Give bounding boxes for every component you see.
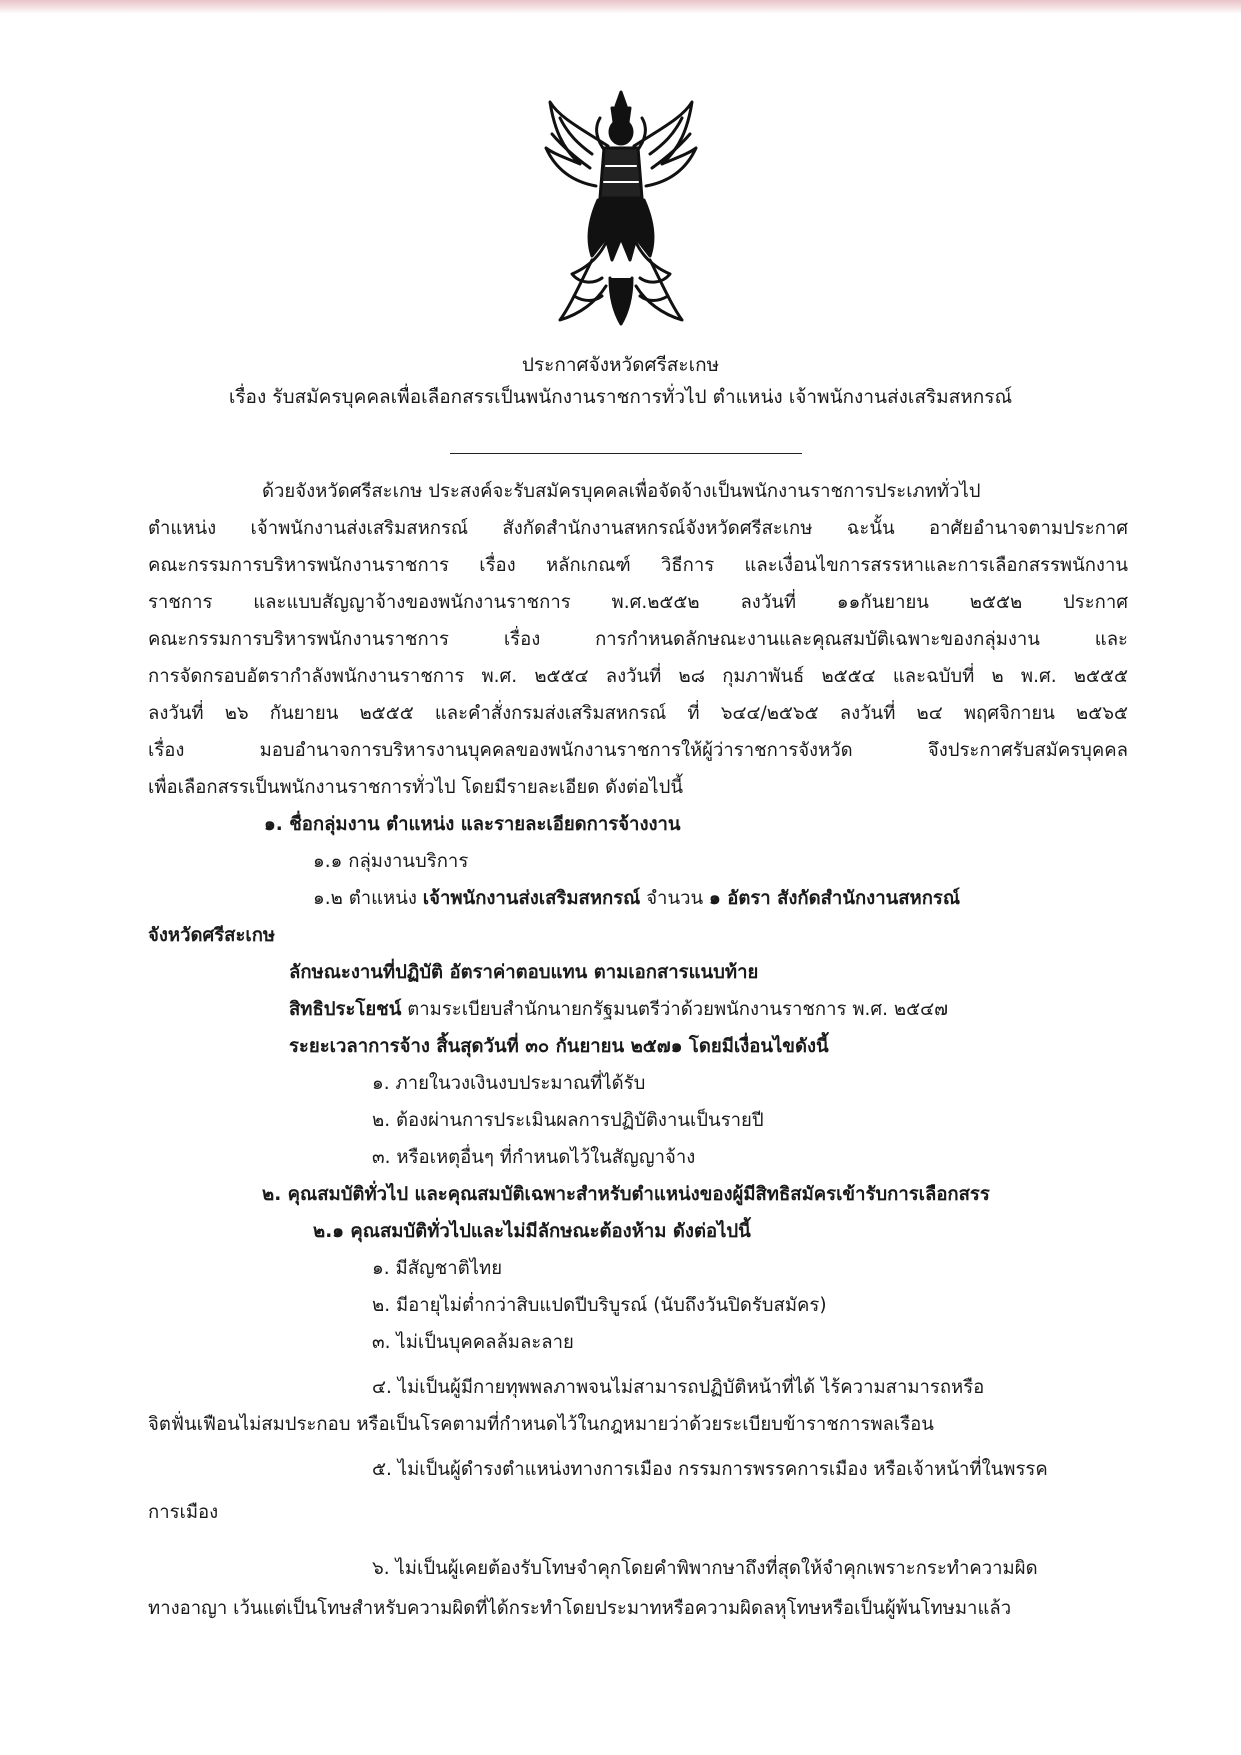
intro-line: คณะกรรมการบริหารพนักงานราชการ เรื่อง หลักเกณฑ์ วิธีการ และเงื่อนไขการสรรหาและการเลือกสรรพนักงาน <box>148 555 1128 576</box>
intro-line: ราชการ และแบบสัญญาจ้างของพนักงานราชการ พ.ศ.๒๕๕๒ ลงวันที่ ๑๑กันยายน ๒๕๕๒ ประกาศ <box>148 592 1128 613</box>
page-top-edge <box>0 0 1241 14</box>
section1-term: ระยะเวลาการจ้าง สิ้นสุดวันที่ ๓๐ กันยายน ๒๕๗๑ โดยมีเงื่อนไขดังนี้ <box>289 1036 829 1057</box>
qualification-item-cont: จิตฟั่นเฟือนไม่สมประกอบ หรือเป็นโรคตามที่กำหนดไว้ในกฎหมายว่าด้วยระเบียบข้าราชการพลเรือน <box>148 1414 934 1435</box>
header-divider <box>450 453 802 454</box>
garuda-emblem-icon <box>540 88 702 328</box>
section1-heading: ๑. ชื่อกลุ่มงาน ตำแหน่ง และรายละเอียดการจ้างงาน <box>264 814 681 835</box>
qualification-item-cont: ทางอาญา เว้นแต่เป็นโทษสำหรับความผิดที่ได้กระทำโดยประมาทหรือความผิดลหุโทษหรือเป็นผู้พ้นโทษมาแล้ว <box>148 1598 1012 1619</box>
qualification-item: ๕. ไม่เป็นผู้ดำรงตำแหน่งทางการเมือง กรรมการพรรคการเมือง หรือเจ้าหน้าที่ในพรรค <box>372 1459 1048 1480</box>
document-subject: เรื่อง รับสมัครบุคคลเพื่อเลือกสรรเป็นพนักงานราชการทั่วไป ตำแหน่ง เจ้าพนักงานส่งเสริมสหกรณ์ <box>228 386 1013 408</box>
benefits-text: ตามระเบียบสำนักนายกรัฐมนตรีว่าด้วยพนักงานราชการ พ.ศ. ๒๕๔๗ <box>407 999 949 1020</box>
qualification-item-cont: การเมือง <box>148 1502 219 1523</box>
condition-item: ๑. ภายในวงเงินงบประมาณที่ได้รับ <box>372 1073 646 1094</box>
document-header <box>0 350 1241 414</box>
condition-item: ๓. หรือเหตุอื่นๆ ที่กำหนดไว้ในสัญญาจ้าง <box>372 1147 696 1168</box>
qualification-item: ๔. ไม่เป็นผู้มีกายทุพพลภาพจนไม่สามารถปฏิบัติหน้าที่ได้ ไร้ความสามารถหรือ <box>372 1377 985 1398</box>
section1-benefits <box>289 997 948 1023</box>
intro-line: ตำแหน่ง เจ้าพนักงานส่งเสริมสหกรณ์ สังกัดสำนักงานสหกรณ์จังหวัดศรีสะเกษ ฉะนั้น อาศัยอำนาจตามประกาศ <box>148 518 1128 539</box>
section1-item-1-1: ๑.๑ กลุ่มงานบริการ <box>313 851 469 872</box>
intro-line: ลงวันที่ ๒๖ กันยายน ๒๕๕๕ และคำสั่งกรมส่งเสริมสหกรณ์ ที่ ๖๔๔/๒๕๖๕ ลงวันที่ ๒๔ พฤศจิกายน ๒๕๖๕ <box>148 703 1128 724</box>
qualification-item: ๑. มีสัญชาติไทย <box>372 1258 503 1279</box>
section1-item-1-2 <box>313 886 960 912</box>
section2-sub-heading: ๒.๑ คุณสมบัติทั่วไปและไม่มีลักษณะต้องห้าม ดังต่อไปนี้ <box>313 1221 751 1242</box>
condition-item: ๒. ต้องผ่านการประเมินผลการปฏิบัติงานเป็นรายปี <box>372 1110 764 1131</box>
item-1-2-mid: จำนวน <box>646 888 704 909</box>
intro-line: เพื่อเลือกสรรเป็นพนักงานราชการทั่วไป โดยมีรายละเอียด ดังต่อไปนี้ <box>148 777 683 798</box>
item-1-2-count: ๑ อัตรา สังกัดสำนักงานสหกรณ์ <box>709 888 961 909</box>
intro-line: คณะกรรมการบริหารพนักงานราชการ เรื่อง การกำหนดลักษณะงานและคุณสมบัติเฉพาะของกลุ่มงาน และ <box>148 629 1128 650</box>
qualification-item: ๒. มีอายุไม่ต่ำกว่าสิบแปดปีบริบูรณ์ (นับถึงวันปิดรับสมัคร) <box>372 1295 827 1316</box>
section2-heading: ๒. คุณสมบัติทั่วไป และคุณสมบัติเฉพาะสำหรับตำแหน่งของผู้มีสิทธิสมัครเข้ารับการเลือกสรร <box>262 1184 990 1205</box>
document-title: ประกาศจังหวัดศรีสะเกษ <box>521 354 720 376</box>
qualification-item: ๓. ไม่เป็นบุคคลล้มละลาย <box>372 1332 574 1353</box>
intro-line: การจัดกรอบอัตรากำลังพนักงานราชการ พ.ศ. ๒๕๕๔ ลงวันที่ ๒๘ กุมภาพันธ์ ๒๕๕๔ และฉบับที่ ๒ พ.ศ. ๒๕๕๕ <box>148 666 1128 687</box>
item-1-2-prefix: ๑.๒ ตำแหน่ง <box>313 888 417 909</box>
benefits-label: สิทธิประโยชน์ <box>289 999 402 1020</box>
intro-line: ด้วยจังหวัดศรีสะเกษ ประสงค์จะรับสมัครบุคคลเพื่อจัดจ้างเป็นพนักงานราชการประเภททั่วไป <box>262 481 981 502</box>
section1-item-1-2-cont: จังหวัดศรีสะเกษ <box>148 925 276 946</box>
item-1-2-position: เจ้าพนักงานส่งเสริมสหกรณ์ <box>422 888 641 909</box>
intro-line: เรื่อง มอบอำนาจการบริหารงานบุคคลของพนักงานราชการให้ผู้ว่าราชการจังหวัด จึงประกาศรับสมัครบุคคล <box>148 740 1128 761</box>
section1-duties: ลักษณะงานที่ปฏิบัติ อัตราค่าตอบแทน ตามเอกสารแนบท้าย <box>289 962 759 983</box>
qualification-item: ๖. ไม่เป็นผู้เคยต้องรับโทษจำคุกโดยคำพิพากษาถึงที่สุดให้จำคุกเพราะกระทำความผิด <box>372 1558 1038 1579</box>
